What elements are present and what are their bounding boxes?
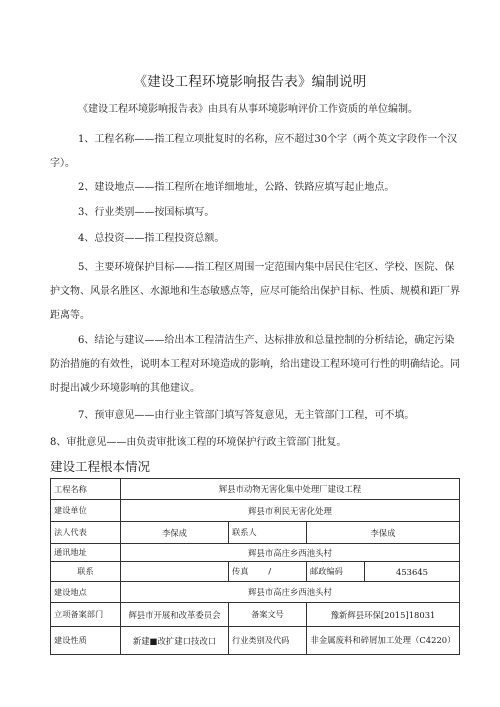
item-8: 8、审批意见——由负责审批该工程的环境保护行政主管部门批复。 [50, 437, 347, 448]
item-1: 1、工程名称——指工程立项批复时的名称，应不超过30个字（两个英文字段作一个汉字）。 [50, 134, 458, 169]
fax-value: / [268, 566, 272, 576]
row-address [51, 544, 460, 562]
project-name-value: 辉县市动物无害化集中处理厂建设工程 [121, 479, 460, 500]
contact-value: 李保成 [307, 522, 460, 544]
row-builder [51, 500, 460, 522]
nature-value: 新建■改扩建口技改口 [121, 627, 229, 655]
phone-label: 联系 [51, 562, 121, 582]
phone-value [121, 562, 229, 582]
record-no-label: 备案文号 [229, 603, 307, 627]
page-title: 《建设工程环境影响报告表》编制说明 [133, 74, 367, 90]
project-name-label: 工程名称 [51, 479, 121, 500]
item-2: 2、建设地点——指工程所在地详细地址，公路、铁路应填写起止地点。 [78, 182, 395, 193]
builder-label: 建设单位 [51, 500, 121, 522]
item-4: 4、总投资——指工程投资总额。 [78, 233, 225, 244]
item-7: 7、预审意见——由行业主管部门填写答复意见，无主管部门工程，可不填。 [78, 410, 415, 421]
item-3: 3、行业类别——按国标填写。 [78, 207, 215, 218]
postcode-value: 453645 [365, 562, 460, 582]
industry-value: 非金属废料和碎屑加工处理（C4220） [307, 627, 460, 655]
address-value: 辉县市高庄乡西池头村 [121, 544, 460, 562]
postcode-label: 邮政编码 [307, 562, 365, 582]
nature-label: 建设性质 [51, 627, 121, 655]
row-site [51, 582, 460, 603]
legal-rep-value: 李保成 [121, 522, 229, 544]
row-contact-info [51, 562, 460, 582]
intro-paragraph: 《建设工程环境影响报告表》由具有从事环境影响评价工作资质的单位编制。 [78, 104, 418, 115]
approval-dept-value: 辉县市开展和改革委员会 [121, 603, 229, 627]
row-project-name [51, 479, 460, 500]
row-legal-rep [51, 522, 460, 544]
record-no-value: 豫新辉县环保[2015]18031 [307, 603, 460, 627]
item-5: 5、主要环境保护目标——指工程区周围一定范围内集中居民住宅区、学校、医院、保护文物、风景名胜区、水源地和生态敏感点等，应尽可能给出保护目标、性质、规模和距厂界距离等。 [50, 262, 460, 321]
fax-label: 传真 / [229, 562, 307, 582]
row-approval [51, 603, 460, 627]
approval-dept-label: 立项备案部门 [51, 603, 121, 627]
item-6: 6、结论与建议——给出本工程清洁生产、达标排放和总量控制的分析结论，确定污染防治措施的有效性，说明本工程对环境造成的影响，给出建设工程环境可行性的明确结论。同时提出减少环境影响的其他建议。 [50, 335, 460, 394]
project-info-table [50, 478, 460, 655]
site-value: 辉县市高庄乡西池头村 [121, 582, 460, 603]
site-label: 建设地点 [51, 582, 121, 603]
legal-rep-label: 法人代表 [51, 522, 121, 544]
builder-value: 辉县市利民无害化处理 [121, 500, 460, 522]
section-title: 建设工程根本情况 [50, 459, 151, 474]
industry-label: 行业类别及代码 [229, 627, 307, 655]
contact-label: 联系人 [229, 522, 307, 544]
row-nature [51, 627, 460, 655]
address-label: 通讯地址 [51, 544, 121, 562]
